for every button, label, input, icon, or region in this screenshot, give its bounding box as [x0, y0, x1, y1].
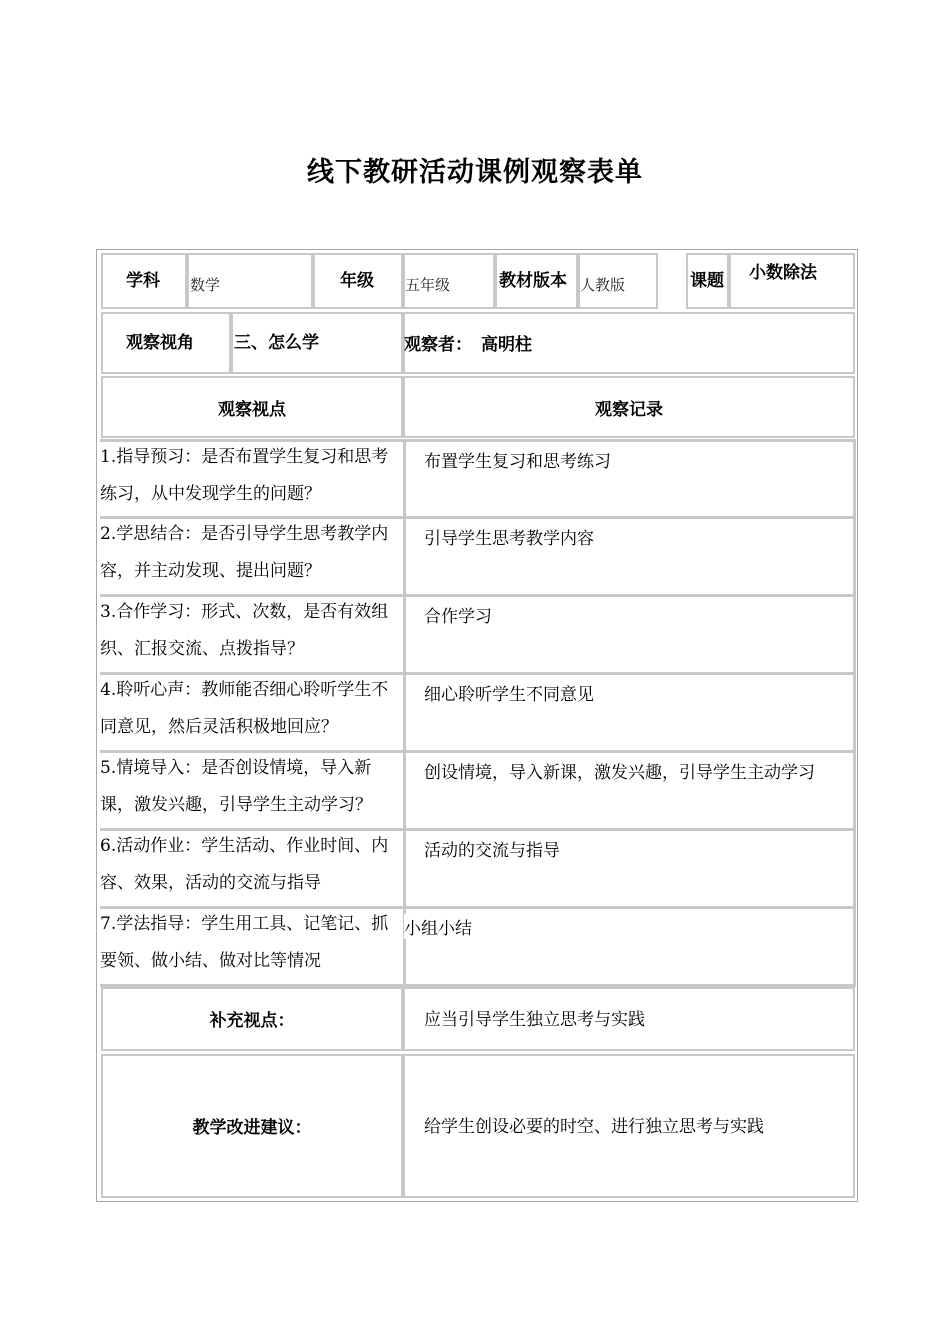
- subject-value: 数学: [190, 276, 221, 294]
- suggestion-label: 教学改进建议：: [192, 1118, 312, 1138]
- observation-point-2: 2.学思结合：是否引导学生思考教学内容，并主动发现、提出问题？: [100, 524, 389, 581]
- observer-name: 高明柱: [481, 335, 532, 355]
- observation-record-6: 活动的交流与指导: [424, 841, 560, 861]
- grade-label: 年级: [340, 271, 374, 291]
- observation-record-7: 小组小结: [404, 914, 472, 939]
- supplement-value: 应当引导学生独立思考与实践: [424, 1010, 645, 1030]
- observation-point-3: 3.合作学习：形式、次数，是否有效组织、汇报交流、点拨指导？: [100, 602, 389, 659]
- grade-value: 五年级: [405, 276, 451, 294]
- perspective-label: 观察视角: [126, 333, 194, 353]
- topic-label: 课题: [690, 271, 724, 291]
- supplement-label: 补充视点：: [209, 1011, 295, 1031]
- observation-point-7: 7.学法指导：学生用工具、记笔记、抓要领、做小结、做对比等情况: [100, 914, 389, 971]
- edition-label: 教材版本: [499, 271, 567, 291]
- topic-value: 小数除法: [749, 263, 817, 283]
- table-right-edge: [853, 439, 856, 987]
- observation-record-3: 合作学习: [424, 607, 492, 627]
- record-column-header: 观察记录: [595, 400, 663, 420]
- observation-record-1: 布置学生复习和思考练习: [424, 452, 611, 472]
- observation-record-4: 细心聆听学生不同意见: [424, 685, 594, 705]
- observation-point-5: 5.情境导入：是否创设情境，导入新课，激发兴趣，引导学生主动学习？: [100, 758, 372, 815]
- page-title: 线下教研活动课例观察表单: [307, 157, 643, 188]
- observation-point-4: 4.聆听心声：教师能否细心聆听学生不同意见，然后灵活积极地回应？: [100, 680, 389, 737]
- subject-label: 学科: [126, 271, 160, 291]
- observation-record-2: 引导学生思考教学内容: [424, 529, 594, 549]
- point-column-header: 观察视点: [218, 400, 286, 420]
- observation-point-6: 6.活动作业：学生活动、作业时间、内容、效果，活动的交流与指导: [100, 836, 389, 893]
- observation-point-1: 1.指导预习：是否布置学生复习和思考练习，从中发现学生的问题？: [100, 447, 389, 504]
- observer-label: 观察者：: [404, 335, 472, 355]
- suggestion-value: 给学生创设必要的时空、进行独立思考与实践: [424, 1117, 764, 1137]
- observation-record-5: 创设情境，导入新课，激发兴趣，引导学生主动学习: [424, 763, 815, 783]
- edition-value: 人教版: [580, 276, 626, 294]
- perspective-value: 三、怎么学: [234, 333, 319, 353]
